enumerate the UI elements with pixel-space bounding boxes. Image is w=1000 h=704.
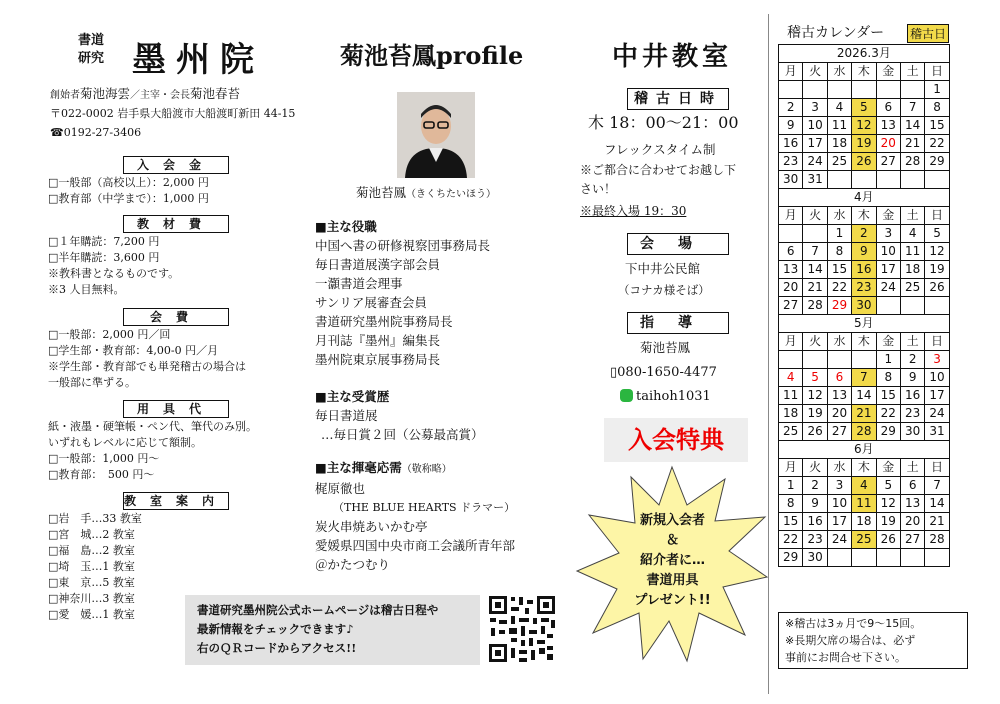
classrooms-heading: 教室案内 <box>124 494 229 508</box>
calendar-day <box>876 297 900 315</box>
calendar-day: 5 <box>803 369 827 387</box>
schedule-note3: ※最終入場 19：30 <box>580 204 687 218</box>
venue-note: （コナカ様そば） <box>618 283 710 297</box>
school-label-line2: 研究 <box>78 51 105 66</box>
roles-block <box>315 217 490 369</box>
membership-fee-heading: 会費 <box>123 308 229 326</box>
calendar-day: 21 <box>803 279 827 297</box>
tools-fee-line: いずれもレベルに応じて額制。 <box>48 436 202 449</box>
calendar-day: 31 <box>925 423 949 441</box>
calendar-day: 23 <box>803 531 827 549</box>
calendar-day <box>779 81 803 99</box>
calendar-weekday: 金 <box>876 63 900 81</box>
promo-line: 書道用具 <box>646 573 699 588</box>
calendar-day: 22 <box>779 531 803 549</box>
calendar-day: 27 <box>827 423 851 441</box>
calendar-weekday: 月 <box>779 207 803 225</box>
calendar-day: 26 <box>852 153 876 171</box>
entry-fee-line: □教育部（中学まで）：1,000 円 <box>48 192 209 205</box>
calendar-day: 10 <box>876 243 900 261</box>
classroom-line: □宮 城…2 教室 <box>48 528 135 541</box>
material-fee-line: □半年購読：3,600 円 <box>48 251 160 264</box>
entry-fee-list <box>48 175 209 207</box>
calendar-day: 10 <box>803 117 827 135</box>
qr-code[interactable] <box>487 594 557 664</box>
calendar-day <box>900 549 924 567</box>
calendar-day <box>852 549 876 567</box>
material-fee-heading: 教材費 <box>123 215 229 233</box>
calendar-day: 13 <box>876 117 900 135</box>
calendar-weekday: 火 <box>803 63 827 81</box>
calendar-day: 18 <box>779 405 803 423</box>
venue-heading: 会場 <box>627 233 729 255</box>
school-label <box>78 32 104 68</box>
calendar-day <box>852 351 876 369</box>
calendar-day: 24 <box>827 531 851 549</box>
role-item: 墨州院東京展事務局長 <box>315 352 441 367</box>
calendar-day <box>925 549 949 567</box>
material-fee-line: □１年購読：7,200 円 <box>48 235 160 248</box>
calendar-month-label: 4月 <box>779 189 950 207</box>
calendar-day: 24 <box>925 405 949 423</box>
head-label: ／主宰・会長 <box>130 90 191 101</box>
calendar-day: 17 <box>876 261 900 279</box>
material-fee-line: ※教科書となるものです。 <box>48 267 180 280</box>
calendar-weekday: 金 <box>876 459 900 477</box>
calendar-day: 3 <box>876 225 900 243</box>
calendar-day: 9 <box>779 117 803 135</box>
calendar-day <box>852 171 876 189</box>
calendar-day: 8 <box>827 243 851 261</box>
profile-name-line <box>356 183 496 204</box>
calendar-day: 9 <box>852 243 876 261</box>
calendar-day: 9 <box>803 495 827 513</box>
calendar-day <box>803 351 827 369</box>
calendar-day: 11 <box>900 243 924 261</box>
calendar-day: 11 <box>852 495 876 513</box>
calendar-day: 3 <box>925 351 949 369</box>
material-fee-list <box>48 234 179 298</box>
teacher-name: 菊池苔鳳 <box>640 340 691 355</box>
calendar-day: 7 <box>803 243 827 261</box>
calendar-weekday: 木 <box>852 63 876 81</box>
calendar-day: 2 <box>803 477 827 495</box>
calendar-day: 5 <box>876 477 900 495</box>
line-app-icon <box>620 389 633 402</box>
promo-line: ＆ <box>665 533 679 548</box>
column-divider <box>768 14 769 694</box>
school-name: 墨州院 <box>132 40 264 80</box>
calendar-day <box>827 549 851 567</box>
calendar-note: 事前にお問合せ下さい。 <box>785 651 906 664</box>
classroom-line: □埼 玉…1 教室 <box>48 560 135 573</box>
promo-line: プレゼント!! <box>634 593 711 608</box>
tools-fee-line: □一般部：1,000 円～ <box>48 452 160 465</box>
founder-line <box>50 86 240 104</box>
calendar-note: ※稽古は3ヵ月で9～15回。 <box>785 617 922 630</box>
classroom-line: □岩 手…33 教室 <box>48 512 142 525</box>
promo-line: 紹介者に… <box>639 553 705 568</box>
works-heading-line <box>315 458 515 479</box>
calendar-day: 21 <box>852 405 876 423</box>
schedule-time: 木 18：00～21：00 <box>588 113 739 132</box>
calendar-day: 4 <box>852 477 876 495</box>
calendar <box>778 44 950 567</box>
calendar-day: 10 <box>925 369 949 387</box>
address: 〒022-0002 岩手県大船渡市大船渡町新田 44-15 <box>50 107 296 120</box>
schedule-flex: フレックスタイム制 <box>604 142 716 157</box>
calendar-day: 22 <box>876 405 900 423</box>
calendar-weekday: 木 <box>852 333 876 351</box>
calendar-day: 14 <box>925 495 949 513</box>
qr-notice-line2: 最新情報をチェックできます♪ <box>197 622 354 636</box>
phone-icon: ☎ <box>50 126 64 139</box>
calendar-weekday: 土 <box>900 63 924 81</box>
awards-block <box>315 387 484 444</box>
calendar-weekday: 火 <box>803 333 827 351</box>
calendar-day <box>852 81 876 99</box>
calendar-weekday: 火 <box>803 459 827 477</box>
calendar-day: 21 <box>925 513 949 531</box>
calendar-day: 23 <box>900 405 924 423</box>
work-item: （THE BLUE HEARTS ドラマー） <box>333 501 516 514</box>
profile-reading: （きくちたいほう） <box>406 189 497 200</box>
mobile-phone-icon: ▯ <box>610 365 618 380</box>
promo-text <box>575 511 770 611</box>
qr-notice-panel <box>185 595 480 665</box>
calendar-day: 1 <box>876 351 900 369</box>
calendar-day: 13 <box>779 261 803 279</box>
calendar-weekday: 土 <box>900 333 924 351</box>
calendar-day: 3 <box>827 477 851 495</box>
calendar-day: 2 <box>779 99 803 117</box>
works-note: （敬称略） <box>401 464 452 475</box>
awards-heading: ■主な受賞歴 <box>315 389 390 404</box>
calendar-day <box>876 171 900 189</box>
calendar-day <box>779 225 803 243</box>
membership-fee-line: □一般部：2,000 円／回 <box>48 328 171 341</box>
calendar-weekday: 金 <box>876 207 900 225</box>
practice-day-tag: 稽古日 <box>907 24 949 43</box>
calendar-month-label: 2026.3月 <box>779 45 950 63</box>
promo-line: 新規入会者 <box>639 513 705 528</box>
role-item: 毎日書道展漢字部会員 <box>315 257 441 272</box>
calendar-day: 22 <box>925 135 949 153</box>
profile-title: 菊池苔鳳profile <box>340 41 524 70</box>
calendar-day: 20 <box>876 135 900 153</box>
calendar-day: 12 <box>925 243 949 261</box>
schedule-note1: ※ご都合に合わせてお越し下 <box>580 163 737 177</box>
calendar-day: 25 <box>852 531 876 549</box>
calendar-day: 28 <box>925 531 949 549</box>
award-item: 毎日書道展 <box>315 408 378 423</box>
calendar-day: 2 <box>852 225 876 243</box>
membership-fee-line: ※学生部・教育部でも単発稽古の場合は <box>48 360 246 373</box>
calendar-day: 16 <box>779 135 803 153</box>
calendar-day: 15 <box>827 261 851 279</box>
membership-fee-line: □学生部・教育部：4,00-0 円／月 <box>48 344 219 357</box>
calendar-day: 15 <box>925 117 949 135</box>
calendar-weekday: 土 <box>900 459 924 477</box>
calendar-day: 27 <box>779 297 803 315</box>
calendar-day: 7 <box>852 369 876 387</box>
calendar-day: 8 <box>925 99 949 117</box>
calendar-day: 22 <box>827 279 851 297</box>
calendar-day: 5 <box>852 99 876 117</box>
tools-fee-list <box>48 419 257 483</box>
tools-fee-heading: 用具代 <box>123 400 229 418</box>
calendar-day: 19 <box>876 513 900 531</box>
work-item: ＠かたつむり <box>315 557 391 572</box>
calendar-day: 14 <box>852 387 876 405</box>
calendar-day: 30 <box>803 549 827 567</box>
calendar-day: 29 <box>925 153 949 171</box>
calendar-day: 25 <box>900 279 924 297</box>
calendar-day: 25 <box>827 153 851 171</box>
classroom-line: □東 京…5 教室 <box>48 576 135 589</box>
calendar-day: 6 <box>900 477 924 495</box>
role-item: 月刊誌『墨州』編集長 <box>315 333 441 348</box>
calendar-day: 18 <box>900 261 924 279</box>
calendar-day: 26 <box>925 279 949 297</box>
membership-fee-list <box>48 327 246 391</box>
calendar-day: 12 <box>852 117 876 135</box>
calendar-day: 8 <box>876 369 900 387</box>
calendar-day: 18 <box>827 135 851 153</box>
calendar-day: 18 <box>852 513 876 531</box>
calendar-day <box>900 171 924 189</box>
calendar-day: 1 <box>925 81 949 99</box>
calendar-day <box>827 171 851 189</box>
qr-notice-line3: 右のＱＲコードからアクセス!! <box>197 641 357 655</box>
calendar-day: 28 <box>900 153 924 171</box>
calendar-weekday: 水 <box>827 207 851 225</box>
calendar-day: 7 <box>925 477 949 495</box>
school-phone-line <box>50 125 141 141</box>
calendar-day <box>876 81 900 99</box>
founder-name: 菊池海雲 <box>80 86 131 101</box>
promo-starburst <box>575 465 770 665</box>
calendar-day: 27 <box>900 531 924 549</box>
founder-label: 創始者 <box>50 90 80 101</box>
calendar-weekday: 日 <box>925 63 949 81</box>
calendar-day <box>900 81 924 99</box>
calendar-day: 30 <box>779 171 803 189</box>
classroom-line: □神奈川…3 教室 <box>48 592 135 605</box>
calendar-day: 30 <box>852 297 876 315</box>
qr-notice-line1: 書道研究墨州院公式ホームページは稽古日程や <box>197 603 439 617</box>
calendar-day <box>876 549 900 567</box>
calendar-day: 14 <box>803 261 827 279</box>
calendar-day: 20 <box>827 405 851 423</box>
calendar-day <box>827 351 851 369</box>
classrooms-list <box>48 511 142 623</box>
calendar-day: 15 <box>876 387 900 405</box>
calendar-day: 1 <box>779 477 803 495</box>
calendar-weekday: 金 <box>876 333 900 351</box>
calendar-day: 10 <box>827 495 851 513</box>
line-id: taihoh1031 <box>636 389 711 404</box>
calendar-day: 8 <box>779 495 803 513</box>
calendar-day: 24 <box>876 279 900 297</box>
calendar-day: 28 <box>852 423 876 441</box>
calendar-note: ※長期欠席の場合は、必ず <box>785 634 916 647</box>
calendar-day: 28 <box>803 297 827 315</box>
calendar-day: 25 <box>779 423 803 441</box>
calendar-day: 13 <box>827 387 851 405</box>
calendar-day: 4 <box>779 369 803 387</box>
work-item: 梶原徹也 <box>315 481 366 496</box>
school-phone: 0192-27-3406 <box>63 126 142 139</box>
calendar-weekday: 水 <box>827 63 851 81</box>
entry-fee-line: □一般部（高校以上）：2,000 円 <box>48 176 209 189</box>
calendar-day <box>925 297 949 315</box>
calendar-day: 14 <box>900 117 924 135</box>
calendar-day: 4 <box>827 99 851 117</box>
calendar-day: 26 <box>803 423 827 441</box>
teacher-heading: 指導 <box>627 312 729 334</box>
calendar-day: 5 <box>925 225 949 243</box>
calendar-day: 31 <box>803 171 827 189</box>
calendar-day: 4 <box>900 225 924 243</box>
calendar-day <box>900 297 924 315</box>
calendar-day: 21 <box>900 135 924 153</box>
calendar-day: 16 <box>900 387 924 405</box>
calendar-day <box>803 225 827 243</box>
school-label-line1: 書道 <box>78 33 105 48</box>
schedule-heading: 稽古日時 <box>627 88 729 110</box>
work-item: 愛媛県四国中央市商工会議所青年部 <box>315 538 516 553</box>
calendar-day: 6 <box>876 99 900 117</box>
calendar-title: 稽古カレンダー <box>787 25 885 41</box>
calendar-day <box>803 81 827 99</box>
calendar-day <box>779 351 803 369</box>
calendar-day: 12 <box>876 495 900 513</box>
work-item: 炭火串焼あいかむ亭 <box>315 519 428 534</box>
calendar-weekday: 木 <box>852 459 876 477</box>
calendar-day: 6 <box>779 243 803 261</box>
entry-fee-heading: 入会金 <box>123 156 229 174</box>
calendar-day: 26 <box>876 531 900 549</box>
award-item: …毎日賞２回（公募最高賞） <box>321 427 484 442</box>
calendar-day: 9 <box>900 369 924 387</box>
head-name: 菊池春苔 <box>190 86 241 101</box>
calendar-day: 11 <box>827 117 851 135</box>
line-id-line <box>620 387 711 406</box>
calendar-weekday: 木 <box>852 207 876 225</box>
material-fee-line: ※3 人目無料。 <box>48 283 125 296</box>
portrait-photo <box>397 92 475 178</box>
calendar-weekday: 火 <box>803 207 827 225</box>
calendar-day: 13 <box>900 495 924 513</box>
calendar-weekday: 土 <box>900 207 924 225</box>
calendar-day: 17 <box>827 513 851 531</box>
calendar-day: 24 <box>803 153 827 171</box>
membership-perk-badge: 入会特典 <box>604 418 748 462</box>
calendar-weekday: 日 <box>925 207 949 225</box>
calendar-day: 6 <box>827 369 851 387</box>
classroom-line: □愛 媛…1 教室 <box>48 608 135 621</box>
calendar-day: 29 <box>876 423 900 441</box>
calendar-weekday: 日 <box>925 333 949 351</box>
calendar-day: 27 <box>876 153 900 171</box>
calendar-day: 17 <box>925 387 949 405</box>
calendar-weekday: 月 <box>779 333 803 351</box>
role-item: 書道研究墨州院事務局長 <box>315 314 453 329</box>
calendar-day: 23 <box>779 153 803 171</box>
tools-fee-line: □教育部： 500 円～ <box>48 468 155 481</box>
calendar-weekday: 日 <box>925 459 949 477</box>
classroom-line: □福 島…2 教室 <box>48 544 135 557</box>
works-block <box>315 458 515 574</box>
calendar-day: 19 <box>925 261 949 279</box>
calendar-weekday: 水 <box>827 459 851 477</box>
profile-name: 菊池苔鳳 <box>356 185 407 200</box>
teacher-phone: 080-1650-4477 <box>617 365 717 380</box>
works-heading: ■主な揮毫応需 <box>315 460 402 475</box>
calendar-day <box>925 171 949 189</box>
calendar-day: 3 <box>803 99 827 117</box>
membership-fee-line: 一般部に準ずる。 <box>48 376 136 389</box>
classroom-title: 中井教室 <box>612 42 733 72</box>
calendar-day: 20 <box>900 513 924 531</box>
teacher-phone-line <box>610 363 717 382</box>
venue-name: 下中井公民館 <box>625 261 701 276</box>
roles-heading: ■主な役職 <box>315 219 377 234</box>
calendar-day: 12 <box>803 387 827 405</box>
calendar-day: 15 <box>779 513 803 531</box>
calendar-day: 30 <box>900 423 924 441</box>
tools-fee-line: 紙・液墨・硬筆帳・ペン代、筆代のみ別。 <box>48 420 257 433</box>
calendar-day: 29 <box>779 549 803 567</box>
calendar-month-label: 5月 <box>779 315 950 333</box>
calendar-weekday: 水 <box>827 333 851 351</box>
role-item: 中国へ書の研修視察団事務局長 <box>315 238 491 253</box>
calendar-day: 2 <box>900 351 924 369</box>
calendar-day: 29 <box>827 297 851 315</box>
calendar-weekday: 月 <box>779 459 803 477</box>
calendar-table <box>778 44 950 567</box>
calendar-day: 1 <box>827 225 851 243</box>
schedule-note2: さい！ <box>580 182 617 196</box>
calendar-day: 19 <box>852 135 876 153</box>
calendar-day: 19 <box>803 405 827 423</box>
calendar-day <box>827 81 851 99</box>
role-item: サンリア展審査会員 <box>315 295 427 310</box>
role-item: 一灝書道会理事 <box>315 276 403 291</box>
calendar-day: 23 <box>852 279 876 297</box>
calendar-month-label: 6月 <box>779 441 950 459</box>
calendar-weekday: 月 <box>779 63 803 81</box>
qr-code-icon <box>487 594 557 664</box>
person-icon <box>397 92 475 178</box>
calendar-day: 16 <box>852 261 876 279</box>
calendar-notes <box>778 612 968 669</box>
calendar-day: 7 <box>900 99 924 117</box>
calendar-day: 16 <box>803 513 827 531</box>
calendar-day: 11 <box>779 387 803 405</box>
calendar-day: 17 <box>803 135 827 153</box>
calendar-day: 20 <box>779 279 803 297</box>
